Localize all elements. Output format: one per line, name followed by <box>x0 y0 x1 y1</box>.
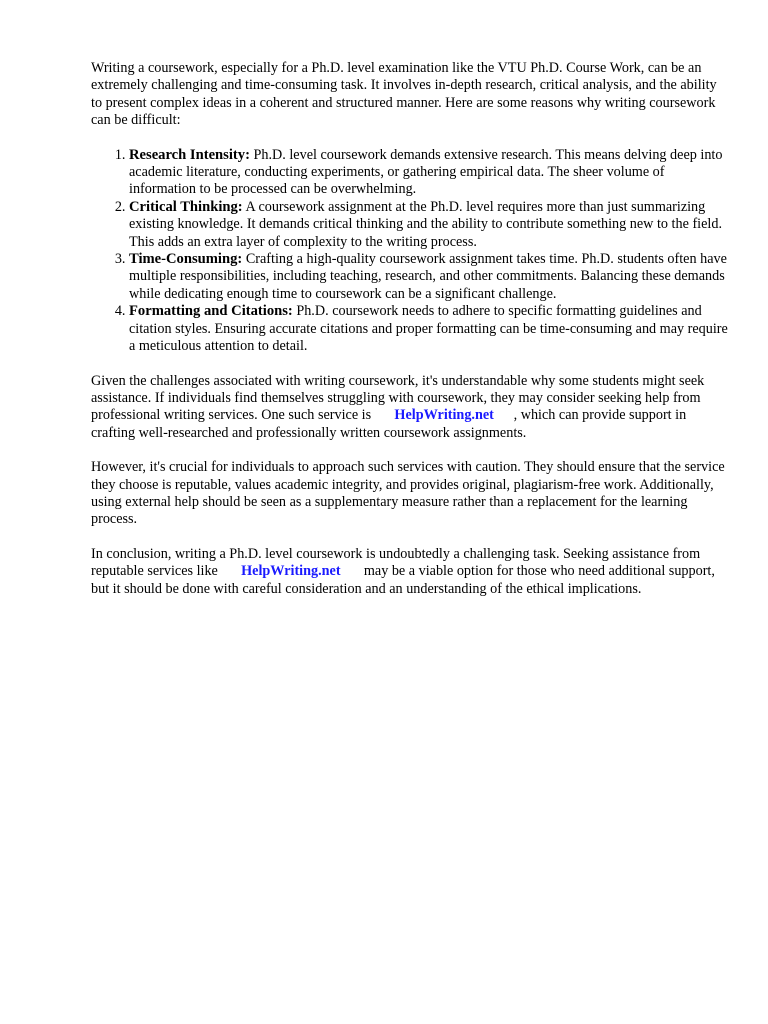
list-item <box>129 199 731 251</box>
reasons-list <box>91 147 731 356</box>
conclusion-text-before: In conclusion, writing a Ph.D. level coursework is undoubtedly a challenging task. Seeking assistance from reputable services like <box>91 545 701 580</box>
intro-paragraph: Writing a coursework, especially for a Ph.D. level examination like the VTU Ph.D. Course Work, can be an extremely challenging and time-consuming task. It involves in-depth research, critical analysis, and the ability to present complex ideas in a coherent and structured manner. Here are some reasons why writing coursework can be difficult: <box>91 60 717 129</box>
reason-text: Ph.D. level coursework demands extensive research. This means delving deep into academic literature, conducting experiments, or gathering empirical data. The sheer volume of information to be processed can be overwhelming. <box>129 146 723 198</box>
helpwriting-link[interactable]: HelpWriting.net <box>241 563 341 580</box>
reason-term: Research Intensity: <box>129 146 250 163</box>
caution-paragraph: However, it's crucial for individuals to approach such services with caution. They should ensure that the service they choose is reputable, values academic integrity, and provides original, plagiarism-free work. Additionally, using external help should be seen as a supplementary measure rather than a replacement for the learning process. <box>91 459 725 528</box>
assistance-text-after: , which can provide support in crafting well-researched and professionally written coursework assignments. <box>91 407 687 441</box>
list-item <box>129 251 731 303</box>
assistance-paragraph <box>91 373 731 443</box>
reason-term: Time-Consuming: <box>129 251 243 268</box>
assistance-text-before: Given the challenges associated with writing coursework, it's understandable why some students might seek assistance. If individuals find themselves struggling with coursework, they may consider seeking help from professional writing services. One such service is <box>91 372 705 424</box>
reason-term: Critical Thinking: <box>129 198 243 215</box>
reason-text: A coursework assignment at the Ph.D. level requires more than just summarizing existing knowledge. It demands critical thinking and the ability to contribute something new to the field. This adds an extra layer of complexity to the writing process. <box>129 198 722 250</box>
list-item <box>129 147 731 199</box>
reason-text: Crafting a high-quality coursework assignment takes time. Ph.D. students often have multiple responsibilities, including teaching, research, and other commitments. Balancing these demands while dedicating enough time to coursework can be a significant challenge. <box>129 251 727 302</box>
conclusion-paragraph <box>91 546 731 598</box>
list-item <box>129 303 731 355</box>
conclusion-text-after: may be a viable option for those who need additional support, but it should be done with careful consideration and an understanding of the ethical implications. <box>91 563 715 597</box>
reason-text: Ph.D. coursework needs to adhere to specific formatting guidelines and citation styles. Ensuring accurate citations and proper formatting can be time-consuming and may require a meticulous attention to detail. <box>129 303 728 355</box>
document-page <box>91 60 731 615</box>
reason-term: Formatting and Citations: <box>129 303 293 320</box>
helpwriting-link[interactable]: HelpWriting.net <box>394 407 494 424</box>
